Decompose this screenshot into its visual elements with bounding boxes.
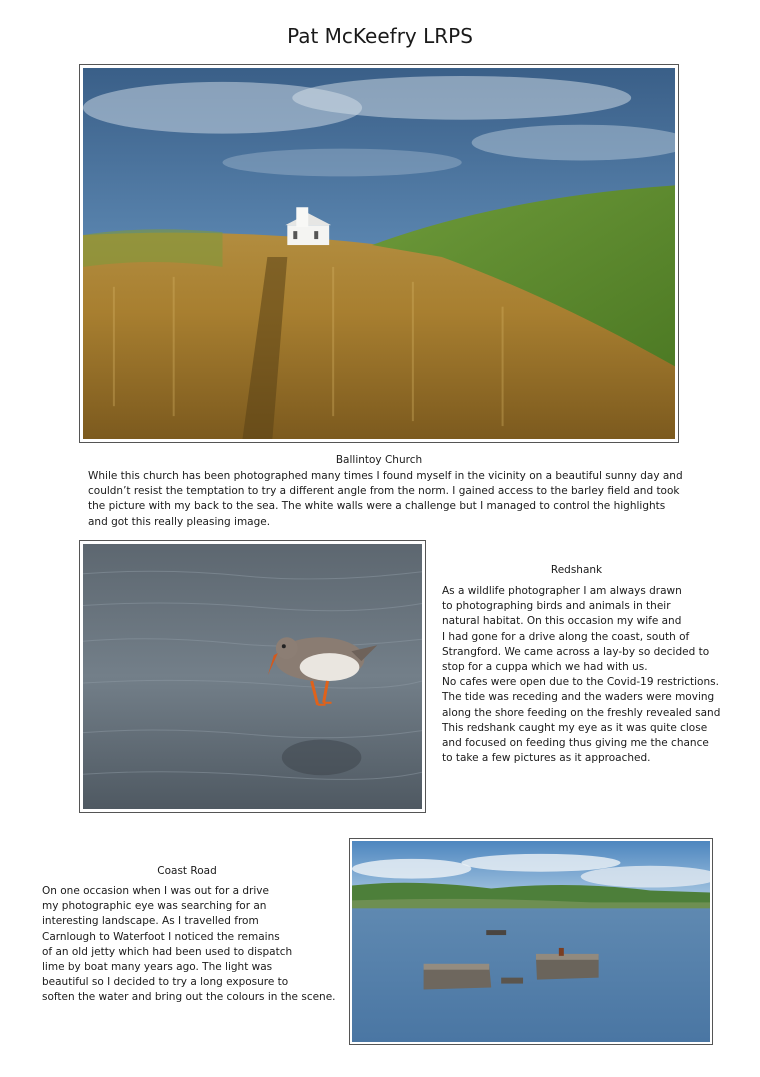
ballintoy-church-description: While this church has been photographed many times I found myself in the vicinity on a beautiful sunny day and couldn’t resist the temptation to try a different angle from the norm. I gained access to the barley field and took the picture with my back to the sea. The white walls were a challenge but I managed to control the highlights and got this really pleasing image. [88, 470, 683, 528]
page-title: Pat McKeefry LRPS [287, 24, 473, 48]
coast-road-photo [349, 838, 713, 1045]
redshank-photo [79, 540, 426, 813]
coast-road-caption: Coast Road [157, 865, 217, 877]
ballintoy-church-caption: Ballintoy Church [335, 454, 423, 466]
redshank-description: As a wildlife photographer I am always drawn to photographing birds and animals in their natural habitat. On this occasion my wife and I had gone for a drive along the coast, south of Strangford. We came across a lay-by so decided to stop for a cuppa which we had with us. No cafes were open due to the Covid-19 restrictions. The tide was receding and the waders were moving along the shore feeding on the freshly revealed sand This redshank caught my eye as it was quite close and focused on feeding thus giving me the chance to take a few pictures as it approached. [442, 585, 721, 765]
coast-road-description: On one occasion when I was out for a drive my photographic eye was searching for an interesting landscape. As I travelled from Carnlough to Waterfoot I noticed the remains of an old jetty which had been used to dispatch lime by boat many years ago. The light was beautiful so I decided to try a long exposure to soften the water and bring out the colours in the scene. [42, 885, 336, 1004]
redshank-caption: Redshank [550, 564, 603, 576]
ballintoy-church-photo [79, 64, 679, 443]
